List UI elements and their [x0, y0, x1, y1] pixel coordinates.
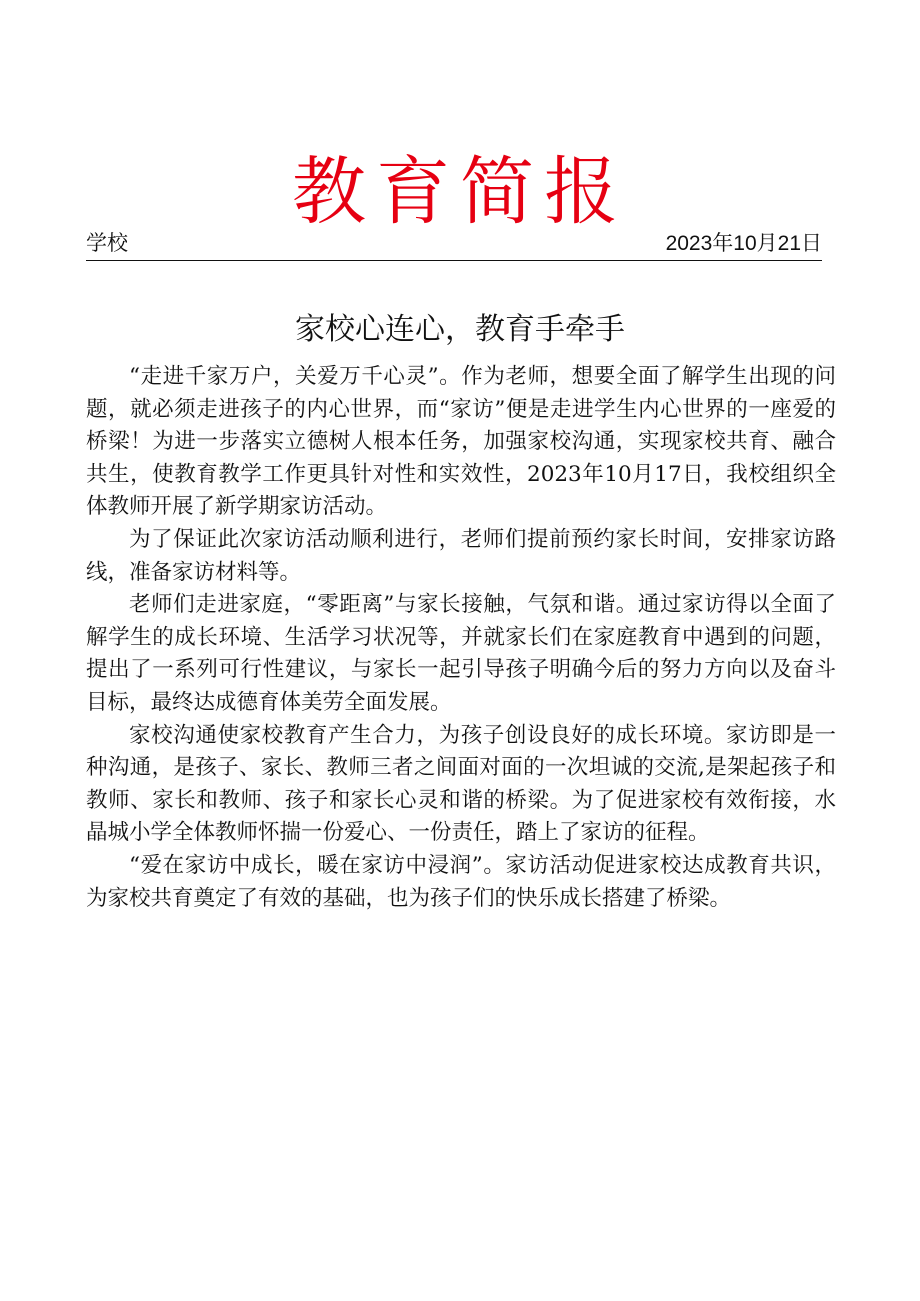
meta-row [86, 230, 822, 261]
article-headline: 家校心连心，教育手牵手 [295, 311, 625, 347]
article-paragraph-3: 老师们走进家庭，“零距离”与家长接触，气氛和谐。通过家访得以全面了解学生的成长环境、生活学习状况等，并就家长们在家庭教育中遇到的问题，提出了一系列可行性建议，与家长一起引导孩子明确今后的努力方向以及奋斗目标，最终达成德育体美劳全面发展。 [86, 592, 836, 715]
masthead-title: 教育简报 [292, 148, 628, 235]
article-body [86, 361, 836, 915]
issue-date: 2023年10月21日 [665, 232, 822, 255]
article-paragraph-2: 为了保证此次家访活动顺利进行，老师们提前预约家长时间，安排家访路线，准备家访材料等。 [86, 526, 836, 585]
article-paragraph-5: “爱在家访中成长，暖在家访中浸润”。家访活动促进家校达成教育共识，为家校共育奠定了有效的基础，也为孩子们的快乐成长搭建了桥梁。 [86, 852, 836, 911]
article-paragraph-1: “走进千家万户，关爱万千心灵”。作为老师，想要全面了解学生出现的问题，就必须走进孩子的内心世界，而“家访”便是走进学生内心世界的一座爱的桥梁！为进一步落实立德树人根本任务，加强家校沟通，实现家校共育、融合共生，使教育教学工作更具针对性和实效性，2023年10月17日，我校组织全体教师开展了新学期家访活动。 [86, 364, 836, 520]
article-paragraph-4: 家校沟通使家校教育产生合力，为孩子创设良好的成长环境。家访即是一种沟通，是孩子、家长、教师三者之间面对面的一次坦诚的交流,是架起孩子和教师、家长和教师、孩子和家长心灵和谐的桥梁。为了促进家校有效衔接，水晶城小学全体教师怀揣一份爱心、一份责任，踏上了家访的征程。 [86, 722, 836, 846]
school-label: 学校 [86, 232, 128, 255]
